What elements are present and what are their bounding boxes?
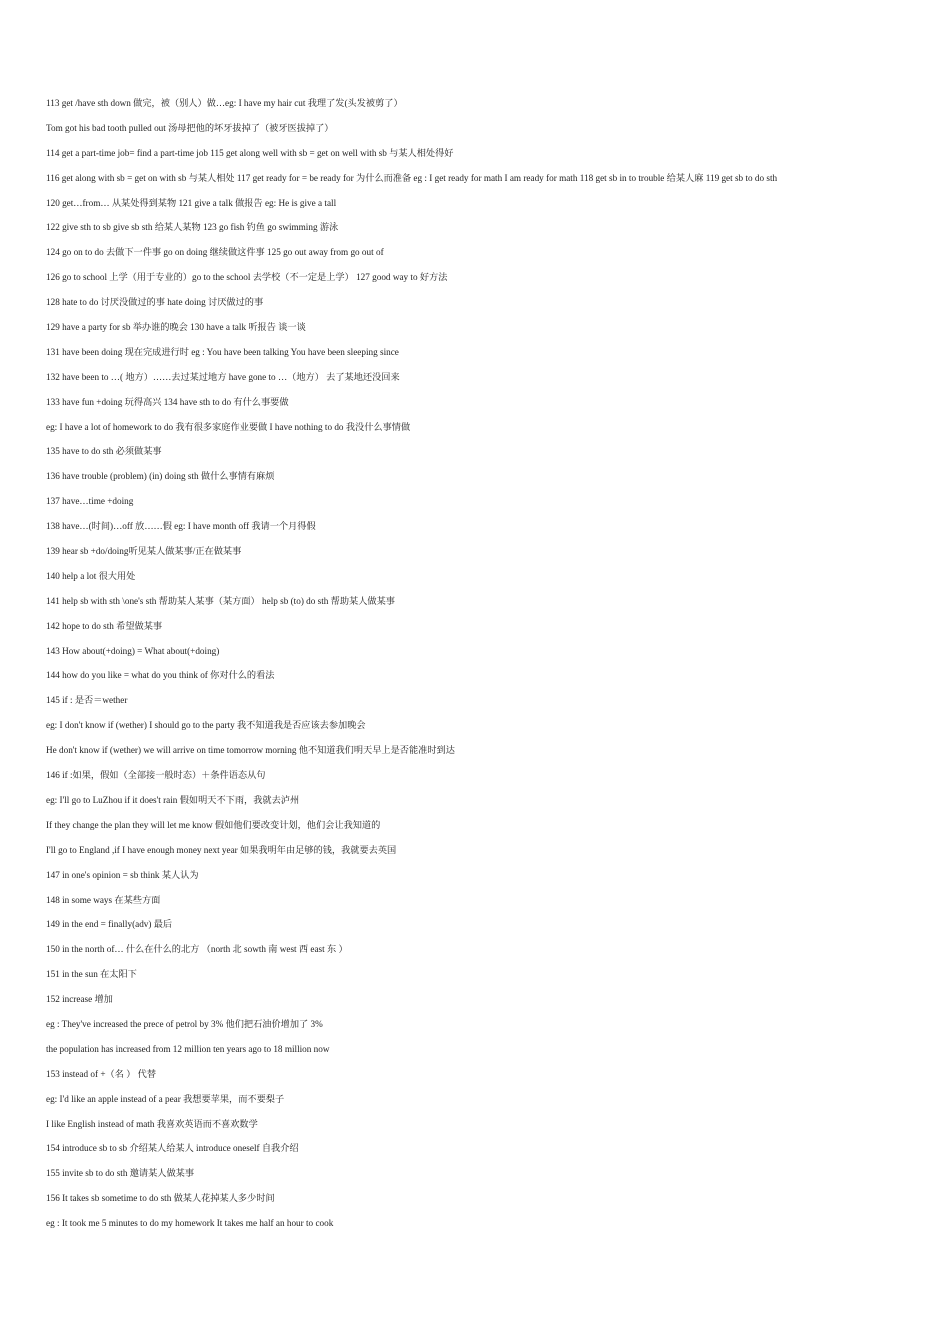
text-line: 116 get along with sb = get on with sb 与某人相处 117 get ready for = be ready for 为什么而准备 eg : I get ready for math I am ready for math 118 get sb in to trouble 给某人麻 119 get sb to do sth	[46, 172, 778, 183]
text-line: 149 in the end = finally(adv) 最后	[46, 919, 173, 930]
text-line: 138 have…(时间)…off 放……假 eg: I have month off 我请一个月得假	[46, 521, 316, 532]
text-line: 132 have been to …( 地方）……去过某过地方 have gone to …（地方） 去了某地还没回来	[46, 371, 400, 382]
text-line: 114 get a part-time job= find a part-time job 115 get along well with sb = get on well with sb 与某人相处得好	[46, 147, 454, 158]
text-line: 113 get /have sth down 做完，被（别人）做…eg: I have my hair cut 我理了发(头发被剪了）	[46, 98, 403, 108]
text-line: 128 hate to do 讨厌没做过的事 hate doing 讨厌做过的事	[46, 297, 264, 308]
text-line: 122 give sth to sb give sb sth 给某人某物 123 go fish 钓鱼 go swimming 游泳	[46, 222, 339, 233]
text-line: 152 increase 增加	[46, 994, 113, 1005]
text-line: I'll go to England ,if I have enough money next year 如果我明年由足够的钱，我就要去英国	[46, 844, 397, 855]
text-line: eg: I'll go to LuZhou if it does't rain 假如明天不下雨，我就去泸州	[46, 794, 300, 805]
text-line: 150 in the north of… 什么在什么的北方 （north 北 sowth 南 west 西 east 东 ）	[46, 944, 348, 955]
text-line: 140 help a lot 很大用处	[46, 570, 136, 581]
text-line: 146 if :如果，假如（全部接一般时态）＋条件语态从句	[46, 770, 266, 781]
text-line: 126 go to school 上学（用于专业的）go to the school 去学校（不一定是上学） 127 good way to 好方法	[46, 272, 448, 283]
text-line: 143 How about(+doing) = What about(+doing)	[46, 645, 220, 656]
text-line: 147 in one's opinion = sb think 某人认为	[46, 869, 199, 880]
text-line: eg : They've increased the prece of petrol by 3% 他们把石油价增加了 3%	[46, 1018, 323, 1029]
text-line: 148 in some ways 在某些方面	[46, 894, 161, 905]
text-line: 129 have a party for sb 举办谁的晚会 130 have a talk 听报告 谈一谈	[46, 322, 306, 333]
text-line: 136 have trouble (problem) (in) doing sth 做什么事情有麻烦	[46, 471, 275, 482]
text-line: 133 have fun +doing 玩得高兴 134 have sth to do 有什么事要做	[46, 396, 289, 407]
text-line: 144 how do you like = what do you think of 你对什么的看法	[46, 670, 275, 681]
text-line: 137 have…time +doing	[46, 496, 134, 507]
text-line: 142 hope to do sth 希望做某事	[46, 620, 163, 631]
text-line: 120 get…from… 从某处得到某物 121 give a talk 做报告 eg: He is give a tall	[46, 197, 337, 208]
text-line: 139 hear sb +do/doing听见某人做某事/正在做某事	[46, 546, 242, 557]
text-line: 124 go on to do 去做下一件事 go on doing 继续做这件事 125 go out away from go out of	[46, 247, 384, 258]
text-line: eg: I have a lot of homework to do 我有很多家庭作业要做 I have nothing to do 我没什么事情做	[46, 421, 411, 432]
text-line: 131 have been doing 现在完成进行时 eg : You have been talking You have been sleeping since	[46, 346, 399, 357]
text-line: 145 if : 是否＝wether	[46, 695, 128, 706]
text-line: Tom got his bad tooth pulled out 汤母把他的坏牙拔掉了（被牙医拔掉了）	[46, 122, 334, 133]
text-line: 151 in the sun 在太阳下	[46, 969, 137, 980]
text-line: 154 introduce sb to sb 介绍某人给某人 introduce oneself 自我介绍	[46, 1143, 299, 1154]
text-line: eg : It took me 5 minutes to do my homework It takes me half an hour to cook	[46, 1218, 334, 1229]
text-line: 153 instead of +（名 ） 代替	[46, 1068, 157, 1079]
text-line: 135 have to do sth 必须做某事	[46, 446, 162, 457]
text-line: 141 help sb with sth \one's sth 帮助某人某事（某方面） help sb (to) do sth 帮助某人做某事	[46, 595, 395, 606]
text-line: the population has increased from 12 million ten years ago to 18 million now	[46, 1043, 330, 1054]
text-line: If they change the plan they will let me know 假如他们要改变计划，他们会让我知道的	[46, 819, 381, 830]
text-line: 156 It takes sb sometime to do sth 做某人花掉某人多少时间	[46, 1193, 275, 1204]
document-body	[46, 91, 926, 1236]
text-line: He don't know if (wether) we will arrive on time tomorrow morning 他不知道我们明天早上是否能准时到达	[46, 745, 455, 756]
text-line: I like English instead of math 我喜欢英语而不喜欢数学	[46, 1118, 258, 1129]
text-line: eg: I don't know if (wether) I should go to the party 我不知道我是否应该去参加晚会	[46, 720, 366, 731]
text-line: 155 invite sb to do sth 邀请某人做某事	[46, 1168, 195, 1179]
text-line: eg: I'd like an apple instead of a pear 我想要苹果，而不要梨子	[46, 1093, 285, 1104]
